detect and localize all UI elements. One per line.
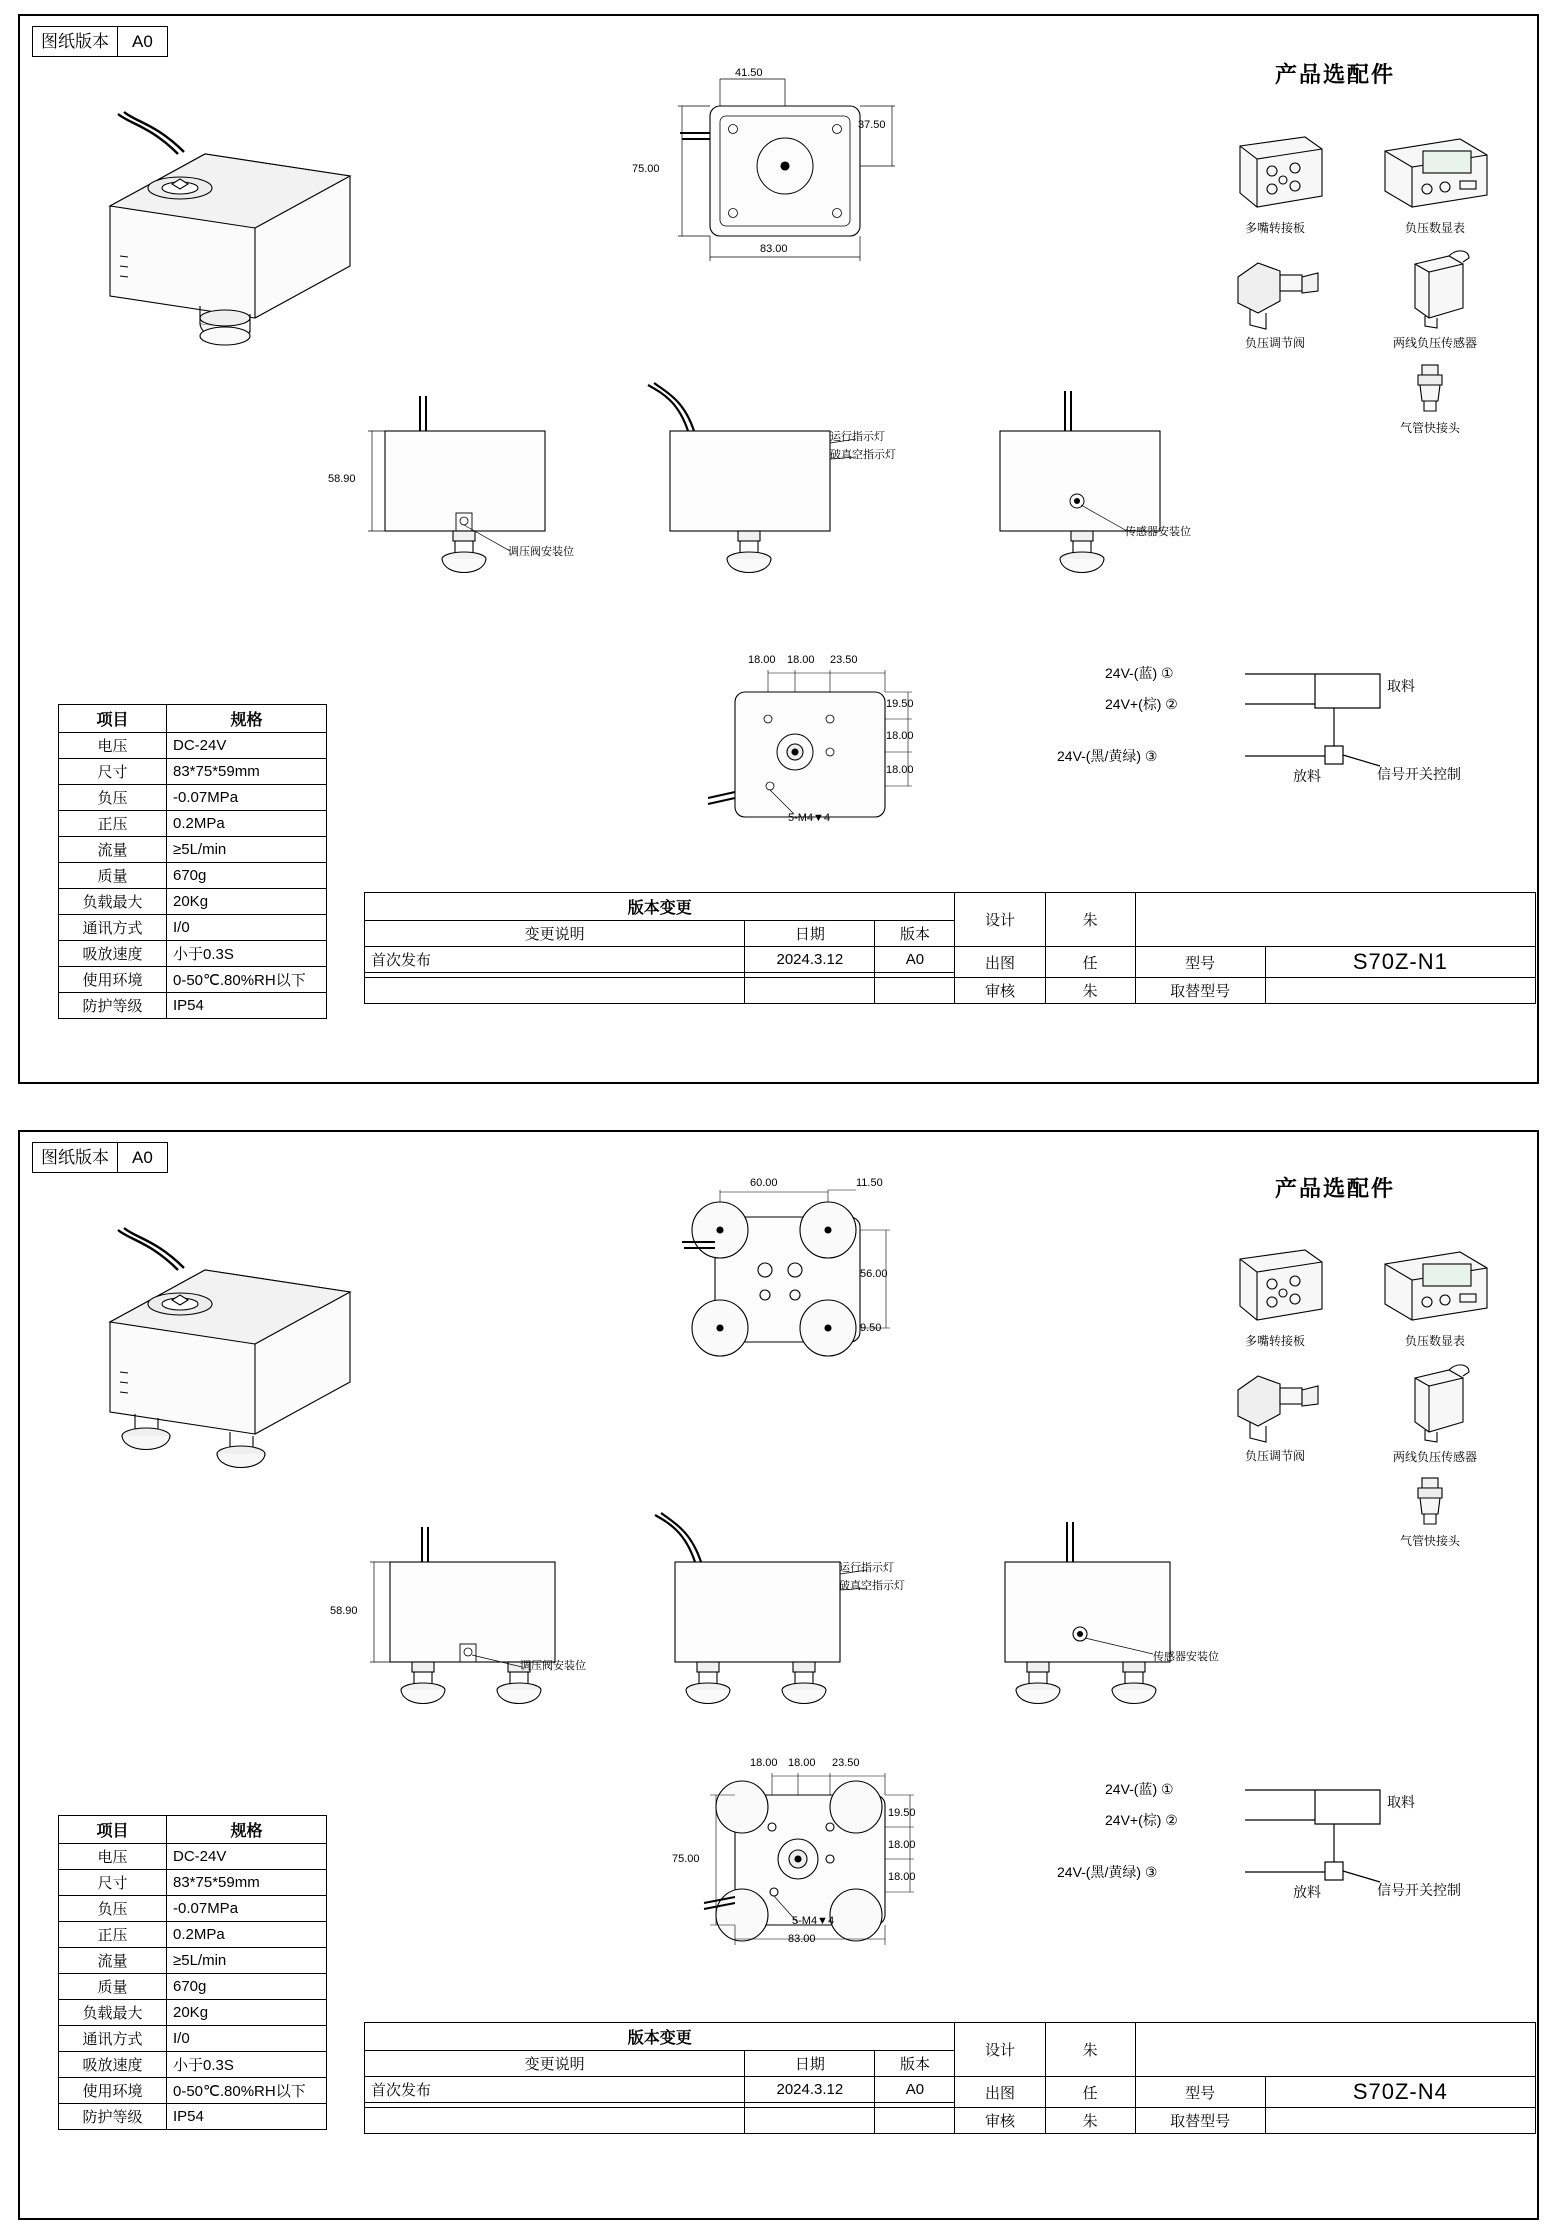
sheet1-accessory-caption-1: 负压数显表 [1404, 221, 1465, 235]
sheet1-callout-vacuum-break: 破真空指示灯 [830, 449, 896, 461]
sheet2-front-view-left [330, 1527, 610, 1737]
sheet2-tb-blank-top [1135, 2023, 1535, 2077]
sheet1-spec-item-8: 吸放速度 [59, 941, 167, 967]
sheet1-accessories-title: 产品选配件 [1275, 62, 1396, 87]
sheet2-dim-18-a: 18.00 [750, 1757, 778, 1769]
sheet2-tb-row-revtitle [365, 2023, 1536, 2051]
table-row [59, 1922, 327, 1948]
table-row [59, 837, 327, 863]
sheet2-spec-item-6: 负载最大 [59, 2000, 167, 2026]
sheet1-wire-switch: 信号开关控制 [1377, 766, 1461, 782]
sheet2-dim-75-00: 75.00 [672, 1853, 700, 1865]
table-row [59, 1974, 327, 2000]
sheet2-spec-value-3: 0.2MPa [167, 1922, 327, 1948]
sheet2-accessory-caption-0: 多嘴转接板 [1244, 1334, 1305, 1348]
sheet1-spec-value-7: I/0 [167, 915, 327, 941]
sheet2-spec-item-8: 吸放速度 [59, 2052, 167, 2078]
sheet1-wiring-diagram [1057, 656, 1465, 796]
sheet1-wire-blue: 24V-(蓝) ① [1105, 665, 1174, 681]
sheet1-bottom-view [690, 654, 930, 844]
sheet2-dim-83-00: 83.00 [788, 1933, 816, 1945]
sheet1-spec-item-1: 尺寸 [59, 759, 167, 785]
sheet1-accessory-multi-nozzle-adapter-plate [1210, 121, 1340, 236]
sheet1-accessory-caption-0: 多嘴转接板 [1244, 221, 1305, 235]
sheet2-wire-blue: 24V-(蓝) ① [1105, 1781, 1174, 1797]
sheet1-tb-col-change: 变更说明 [365, 921, 745, 947]
sheet2-callout-sensor-mount: 传感器安装位 [1153, 1651, 1219, 1663]
sheet2-tb-review-label: 审核 [955, 2108, 1045, 2134]
sheet2-accessory-air-tube-quick-connector [1360, 1474, 1500, 1549]
sheet2-spec-table [58, 1815, 327, 2130]
sheet1-spec-item-2: 负压 [59, 785, 167, 811]
sheet2-dim-58-90: 58.90 [330, 1605, 358, 1617]
sheet1-spec-item-7: 通讯方式 [59, 915, 167, 941]
sheet1-tb-col-date: 日期 [745, 921, 875, 947]
sheet1-front-view-left [328, 401, 580, 601]
table-row [59, 2052, 327, 2078]
sheet1-spec-table [58, 704, 327, 1019]
sheet2-tb-design-value: 朱 [1045, 2023, 1135, 2077]
sheet2-tb-rev-2 [875, 2108, 955, 2134]
sheet1-tb-draw-value: 任 [1045, 947, 1135, 978]
sheet2-spec-item-9: 使用环境 [59, 2078, 167, 2104]
sheet1-dim-18-c: 18.00 [886, 730, 914, 742]
sheet1-spec-item-0: 电压 [59, 733, 167, 759]
sheet2-spec-item-4: 流量 [59, 1948, 167, 1974]
sheet2-wire-pick: 取料 [1387, 1794, 1415, 1810]
sheet1-accessory-caption-4: 气管快接头 [1399, 421, 1460, 435]
sheet2-dim-11-50: 11.50 [856, 1177, 883, 1189]
sheet2-spec-value-1: 83*75*59mm [167, 1870, 327, 1896]
drawing-sheet-2 [18, 1130, 1539, 2220]
sheet2-tb-review-value: 朱 [1045, 2108, 1135, 2134]
sheet2-accessory-multi-nozzle-adapter-plate [1210, 1234, 1340, 1349]
sheet2-top-view [660, 1177, 920, 1372]
sheet2-accessory-caption-2: 负压调节阀 [1244, 1449, 1305, 1463]
sheet2-spec-value-4: ≥5L/min [167, 1948, 327, 1974]
table-row [59, 1896, 327, 1922]
sheet2-bottom-view [672, 1757, 940, 1967]
table-row [59, 733, 327, 759]
table-row [365, 978, 1536, 1004]
sheet1-tb-change-0: 首次发布 [365, 947, 745, 973]
sheet1-accessory-caption-2: 负压调节阀 [1244, 336, 1305, 350]
table-row [59, 915, 327, 941]
sheet2-tb-col-change: 变更说明 [365, 2051, 745, 2077]
sheet1-revision-header [32, 26, 168, 57]
table-row [59, 811, 327, 837]
sheet2-revision-label: 图纸版本 [33, 1143, 118, 1172]
sheet1-revision-label: 图纸版本 [33, 27, 118, 56]
sheet1-tb-date-0: 2024.3.12 [745, 947, 875, 973]
sheet2-spec-header-row [59, 1816, 327, 1844]
sheet2-dim-18-c: 18.00 [888, 1839, 916, 1851]
sheet2-wire-black-yellowgreen: 24V-(黑/黄绿) ③ [1057, 1864, 1158, 1880]
sheet1-dim-58-90: 58.90 [328, 473, 356, 485]
table-row [59, 759, 327, 785]
sheet1-accessory-vacuum-regulator-valve [1210, 251, 1340, 351]
sheet1-spec-value-9: 0-50℃.80%RH以下 [167, 967, 327, 993]
sheet2-dim-56-00: 56.00 [860, 1268, 888, 1280]
sheet1-dim-37-50: 37.50 [858, 119, 886, 131]
sheet1-spec-header-row [59, 705, 327, 733]
sheet2-tb-design-label: 设计 [955, 2023, 1045, 2077]
table-row [59, 941, 327, 967]
sheet1-tb-replace-value [1265, 978, 1535, 1004]
sheet2-tb-col-date: 日期 [745, 2051, 875, 2077]
table-row [59, 1844, 327, 1870]
sheet1-spec-item-10: 防护等级 [59, 993, 167, 1019]
sheet2-tb-replace-label: 取替型号 [1135, 2108, 1265, 2134]
sheet2-dim-5-m4: 5-M4▼4 [792, 1915, 835, 1927]
sheet1-spec-header-item: 项目 [59, 705, 167, 733]
sheet2-wire-release: 放料 [1293, 1884, 1321, 1900]
sheet1-wire-black-yellowgreen: 24V-(黑/黄绿) ③ [1057, 748, 1158, 764]
sheet1-spec-item-4: 流量 [59, 837, 167, 863]
sheet2-spec-value-7: I/0 [167, 2026, 327, 2052]
sheet1-front-view-right [975, 391, 1205, 601]
sheet1-tb-row-revtitle [365, 893, 1536, 921]
sheet1-tb-review-value: 朱 [1045, 978, 1135, 1004]
sheet2-dim-18-b: 18.00 [788, 1757, 816, 1769]
table-row [59, 1948, 327, 1974]
table-row [59, 967, 327, 993]
table-row [59, 785, 327, 811]
sheet1-callout-sensor-mount: 传感器安装位 [1125, 526, 1191, 538]
sheet1-dim-41-50: 41.50 [735, 67, 763, 79]
sheet2-spec-item-7: 通讯方式 [59, 2026, 167, 2052]
table-row [365, 2108, 1536, 2134]
sheet2-spec-item-3: 正压 [59, 1922, 167, 1948]
sheet2-front-view-right [975, 1522, 1225, 1737]
sheet2-callout-vacuum-break: 破真空指示灯 [839, 1580, 905, 1592]
sheet1-wire-brown: 24V+(棕) ② [1105, 696, 1178, 712]
sheet1-tb-model-value: S70Z-N1 [1265, 947, 1535, 978]
sheet2-accessory-vacuum-digital-gauge [1365, 1234, 1505, 1349]
sheet2-spec-header-item: 项目 [59, 1816, 167, 1844]
sheet1-dim-83-00: 83.00 [760, 243, 788, 255]
table-row [59, 863, 327, 889]
sheet2-dim-23-50: 23.50 [832, 1757, 860, 1769]
sheet2-tb-change-2 [365, 2108, 745, 2134]
sheet1-spec-item-6: 负载最大 [59, 889, 167, 915]
sheet1-tb-blank-top [1135, 893, 1535, 947]
table-row [59, 2000, 327, 2026]
sheet1-tb-rev-0: A0 [875, 947, 955, 973]
sheet2-callout-run-indicator: 运行指示灯 [839, 1562, 894, 1574]
sheet1-wire-pick: 取料 [1387, 678, 1415, 694]
sheet1-spec-value-3: 0.2MPa [167, 811, 327, 837]
sheet2-dim-9-50: 9.50 [860, 1322, 882, 1334]
sheet2-spec-item-5: 质量 [59, 1974, 167, 2000]
sheet1-spec-value-0: DC-24V [167, 733, 327, 759]
sheet2-tb-model-value: S70Z-N4 [1265, 2077, 1535, 2108]
sheet2-spec-value-0: DC-24V [167, 1844, 327, 1870]
drawing-sheet-1 [18, 14, 1539, 1084]
sheet2-tb-col-rev: 版本 [875, 2051, 955, 2077]
sheet2-tb-model-label: 型号 [1135, 2077, 1265, 2108]
sheet1-dim-18-d: 18.00 [886, 764, 914, 776]
sheet1-spec-header-value: 规格 [167, 705, 327, 733]
sheet2-spec-value-6: 20Kg [167, 2000, 327, 2026]
sheet1-tb-revision-title: 版本变更 [365, 893, 955, 921]
table-row [59, 889, 327, 915]
sheet2-spec-item-0: 电压 [59, 1844, 167, 1870]
sheet2-accessory-caption-4: 气管快接头 [1399, 1534, 1460, 1548]
sheet2-spec-item-10: 防护等级 [59, 2104, 167, 2130]
sheet2-dim-19-50: 19.50 [888, 1807, 916, 1819]
sheet1-spec-value-6: 20Kg [167, 889, 327, 915]
sheet2-spec-value-10: IP54 [167, 2104, 327, 2130]
sheet2-revision-value: A0 [132, 1148, 153, 1167]
sheet1-dim-18-b: 18.00 [787, 654, 815, 666]
sheet2-wire-switch: 信号开关控制 [1377, 1882, 1461, 1898]
sheet2-tb-change-0: 首次发布 [365, 2077, 745, 2103]
sheet1-spec-value-2: -0.07MPa [167, 785, 327, 811]
sheet1-tb-review-label: 审核 [955, 978, 1045, 1004]
sheet1-tb-draw-label: 出图 [955, 947, 1045, 978]
sheet1-dim-5-m4: 5-M4▼4 [788, 812, 831, 824]
sheet1-wire-release: 放料 [1293, 768, 1321, 784]
sheet1-front-view-center [630, 381, 896, 601]
table-row [59, 1870, 327, 1896]
sheet2-tb-date-0: 2024.3.12 [745, 2077, 875, 2103]
sheet1-revision-value: A0 [132, 32, 153, 51]
sheet1-top-view [632, 67, 920, 271]
sheet2-dim-60-00: 60.00 [750, 1177, 778, 1189]
sheet2-spec-value-9: 0-50℃.80%RH以下 [167, 2078, 327, 2104]
sheet2-wire-brown: 24V+(棕) ② [1105, 1812, 1178, 1828]
sheet1-spec-value-10: IP54 [167, 993, 327, 1019]
sheet2-dim-18-d: 18.00 [888, 1871, 916, 1883]
table-row [59, 2078, 327, 2104]
sheet1-title-block [364, 892, 1536, 1004]
sheet2-isometric-view [80, 1222, 370, 1472]
sheet1-accessory-caption-3: 两线负压传感器 [1392, 336, 1477, 350]
sheet2-tb-replace-value [1265, 2108, 1535, 2134]
sheet2-accessory-caption-3: 两线负压传感器 [1392, 1450, 1477, 1464]
sheet2-wiring-diagram [1057, 1772, 1465, 1912]
sheet1-tb-replace-label: 取替型号 [1135, 978, 1265, 1004]
sheet1-dim-19-50: 19.50 [886, 698, 914, 710]
sheet1-accessory-two-wire-vacuum-sensor [1365, 246, 1505, 351]
sheet2-spec-item-1: 尺寸 [59, 1870, 167, 1896]
sheet1-accessory-air-tube-quick-connector [1360, 361, 1500, 436]
sheet2-spec-value-8: 小于0.3S [167, 2052, 327, 2078]
sheet1-spec-item-3: 正压 [59, 811, 167, 837]
sheet1-tb-design-value: 朱 [1045, 893, 1135, 947]
sheet1-tb-model-label: 型号 [1135, 947, 1265, 978]
sheet1-spec-item-5: 质量 [59, 863, 167, 889]
sheet2-tb-draw-label: 出图 [955, 2077, 1045, 2108]
sheet1-dim-23-50: 23.50 [830, 654, 858, 666]
sheet1-accessory-vacuum-digital-gauge [1365, 121, 1505, 236]
sheet1-tb-change-2 [365, 978, 745, 1004]
sheet1-callout-run-indicator: 运行指示灯 [830, 431, 885, 443]
sheet2-callout-regulator-mount: 调压阀安装位 [520, 1660, 586, 1672]
sheet2-title-block [364, 2022, 1536, 2134]
sheet1-tb-design-label: 设计 [955, 893, 1045, 947]
sheet2-tb-revision-title: 版本变更 [365, 2023, 955, 2051]
sheet1-spec-value-1: 83*75*59mm [167, 759, 327, 785]
sheet2-spec-item-2: 负压 [59, 1896, 167, 1922]
table-row [59, 993, 327, 1019]
sheet2-front-view-center [635, 1507, 905, 1737]
sheet2-tb-draw-value: 任 [1045, 2077, 1135, 2108]
sheet2-accessories-title: 产品选配件 [1275, 1176, 1396, 1201]
table-row [365, 2077, 1536, 2103]
sheet2-accessory-vacuum-regulator-valve [1210, 1364, 1340, 1464]
sheet1-tb-col-rev: 版本 [875, 921, 955, 947]
sheet1-tb-rev-2 [875, 978, 955, 1004]
sheet1-dim-18-a: 18.00 [748, 654, 776, 666]
sheet1-spec-value-4: ≥5L/min [167, 837, 327, 863]
sheet1-tb-date-2 [745, 978, 875, 1004]
sheet1-spec-item-9: 使用环境 [59, 967, 167, 993]
sheet2-accessory-caption-1: 负压数显表 [1404, 1334, 1465, 1348]
sheet2-spec-value-2: -0.07MPa [167, 1896, 327, 1922]
sheet2-tb-rev-0: A0 [875, 2077, 955, 2103]
sheet2-tb-date-2 [745, 2108, 875, 2134]
sheet2-revision-header [32, 1142, 168, 1173]
sheet1-callout-regulator-mount: 调压阀安装位 [508, 546, 574, 558]
sheet1-spec-value-8: 小于0.3S [167, 941, 327, 967]
sheet2-spec-header-value: 规格 [167, 1816, 327, 1844]
sheet1-isometric-view [80, 106, 370, 336]
table-row [59, 2026, 327, 2052]
sheet1-spec-value-5: 670g [167, 863, 327, 889]
sheet1-dim-75-00: 75.00 [632, 163, 660, 175]
table-row [59, 2104, 327, 2130]
sheet2-spec-value-5: 670g [167, 1974, 327, 2000]
sheet2-accessory-two-wire-vacuum-sensor [1365, 1360, 1505, 1465]
table-row [365, 947, 1536, 973]
